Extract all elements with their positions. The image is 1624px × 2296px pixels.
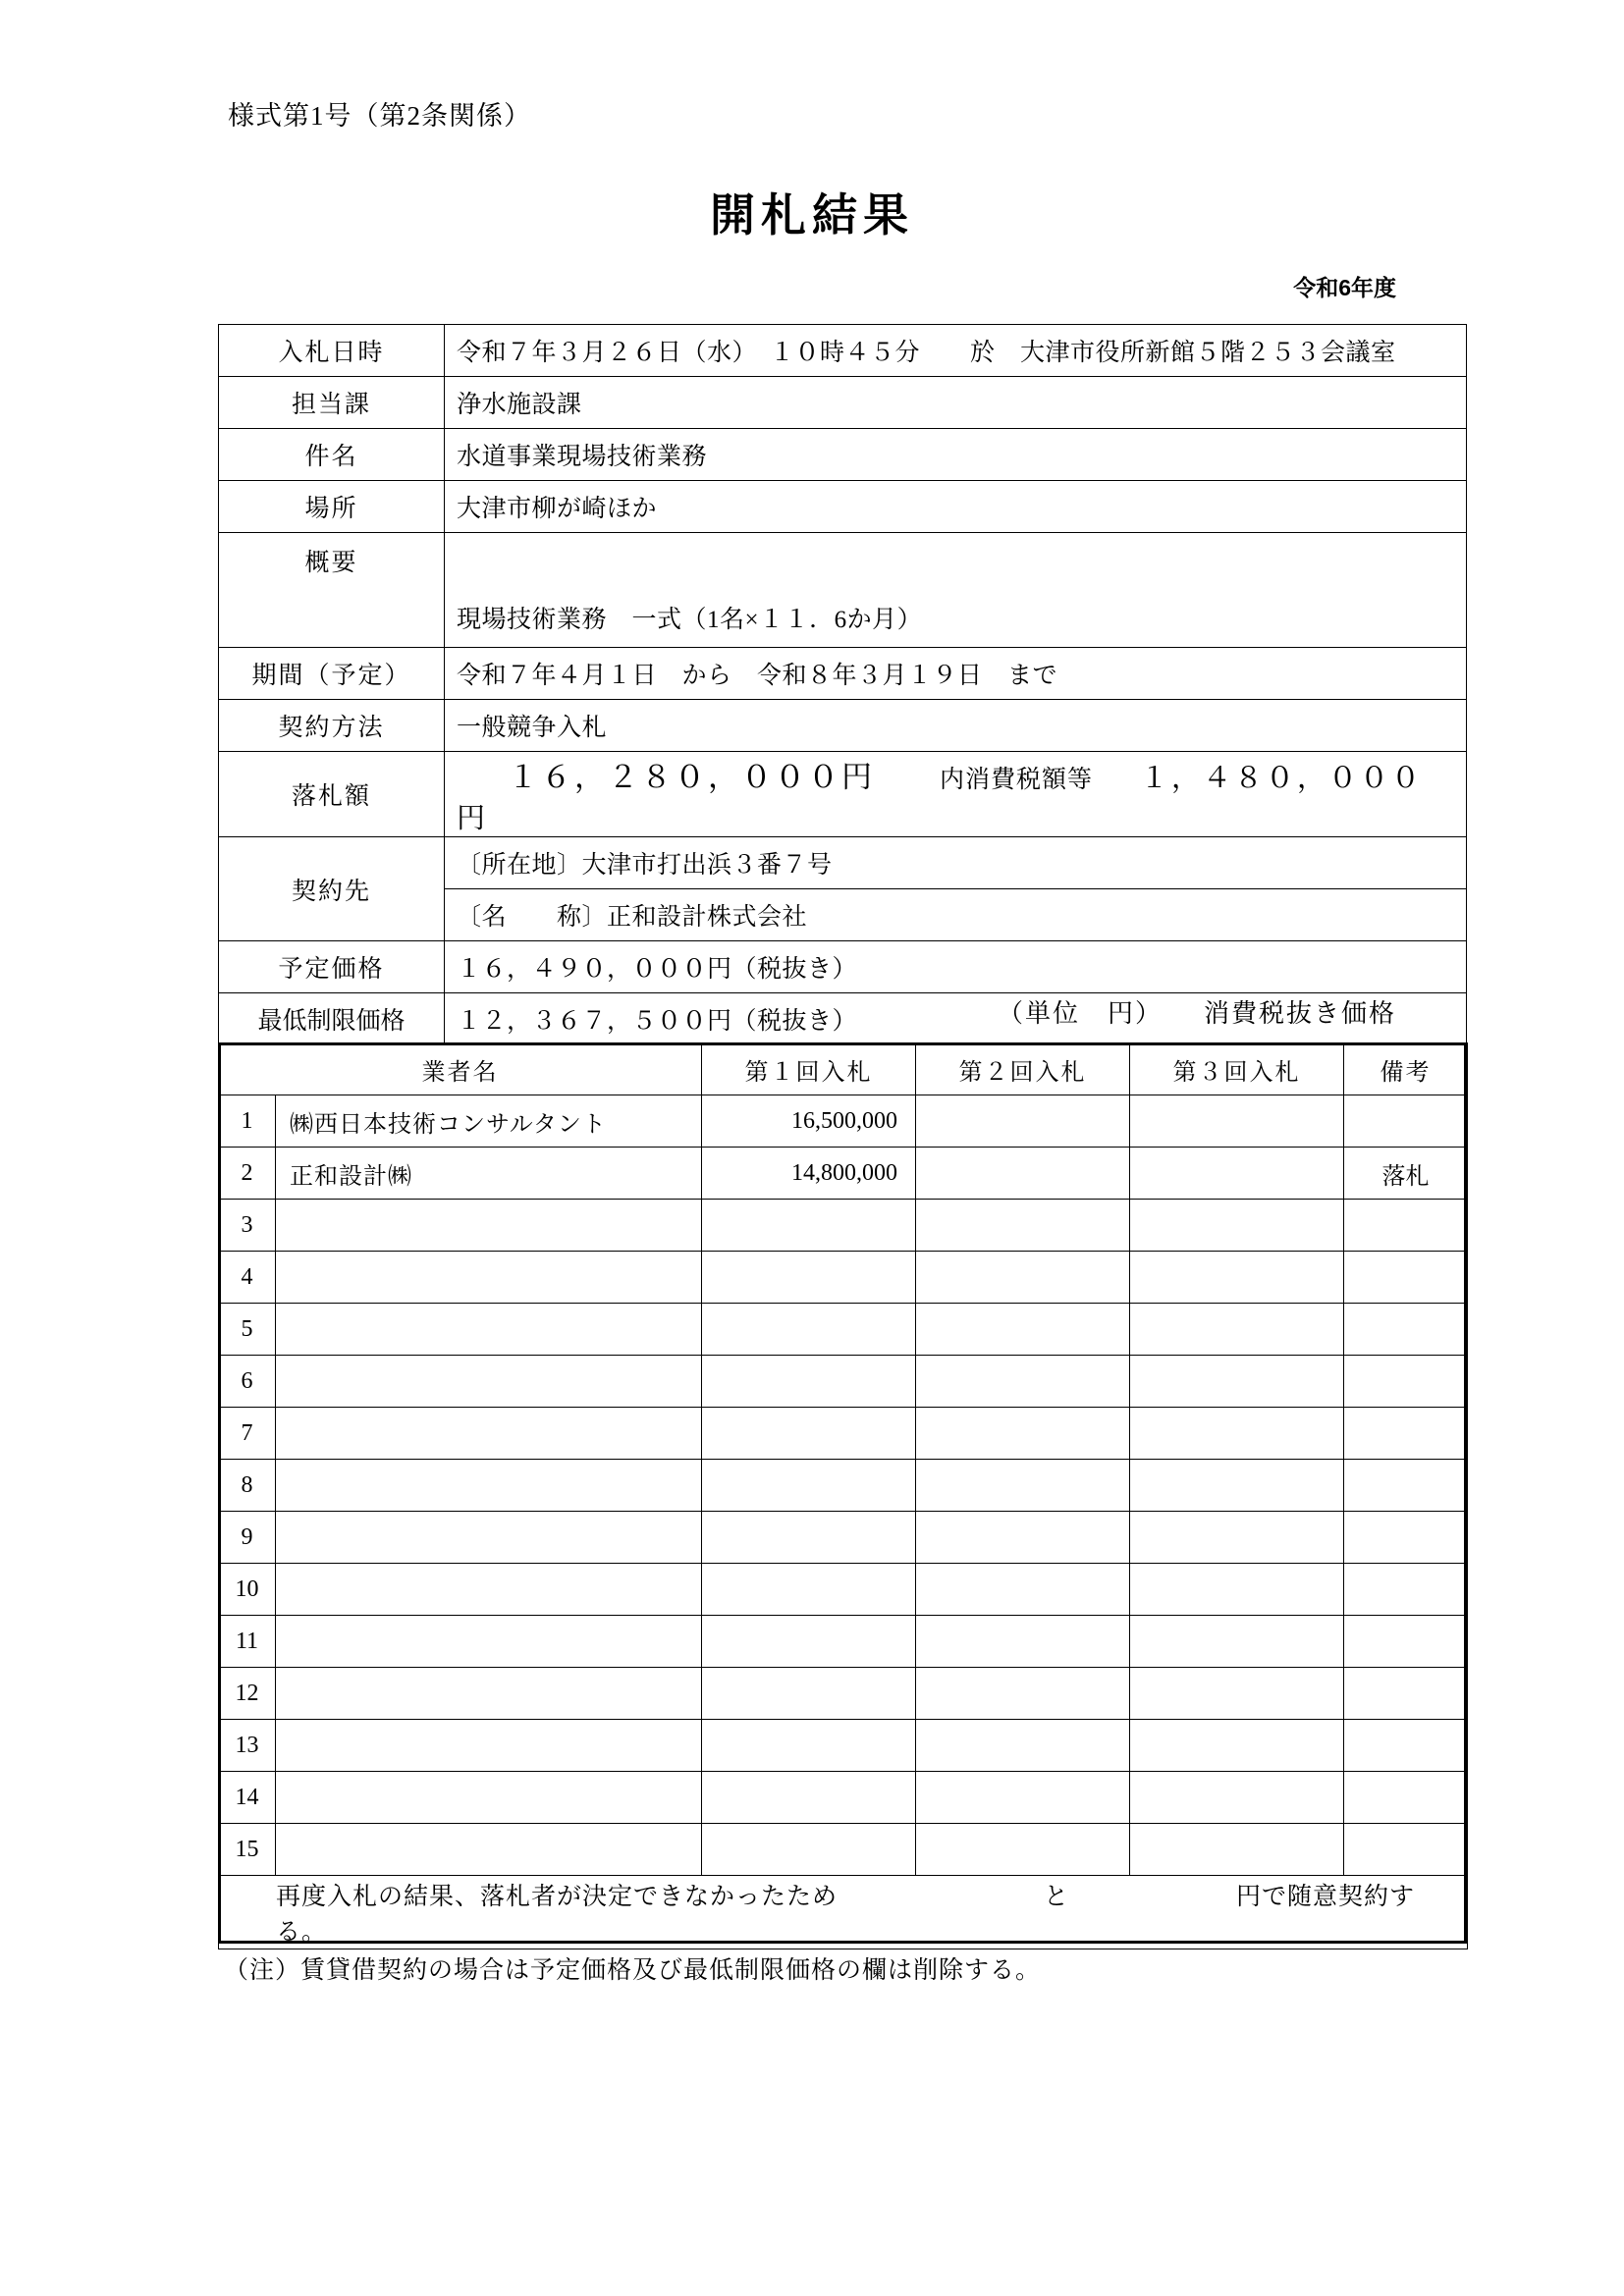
row-vendor: ㈱西日本技術コンサルタント	[276, 1095, 702, 1148]
bid-results-table	[218, 1042, 1468, 1949]
fiscal-year-label: 令和6年度	[1293, 275, 1396, 300]
row-note	[1344, 1304, 1468, 1356]
row-bid3	[1130, 1252, 1344, 1304]
row-number: 9	[219, 1512, 276, 1564]
row-bid3	[1130, 1200, 1344, 1252]
table-row	[219, 1252, 1468, 1304]
award-amount-value: １６，２８０，０００円	[508, 760, 875, 794]
row-bid1	[702, 1200, 916, 1252]
table-row	[219, 1668, 1468, 1720]
row-number: 1	[219, 1095, 276, 1148]
row-number: 7	[219, 1408, 276, 1460]
contractor-address-label: 〔所在地〕	[457, 852, 582, 879]
row-vendor	[276, 1252, 702, 1304]
info-value-contractor-address	[445, 837, 1467, 889]
negotiated-contract-statement	[219, 1876, 1468, 1949]
row-note	[1344, 1616, 1468, 1668]
table-row	[219, 1356, 1468, 1408]
info-row-award-amount	[219, 752, 1467, 837]
row-note	[1344, 1356, 1468, 1408]
row-bid2	[916, 1148, 1130, 1200]
row-bid3	[1130, 1408, 1344, 1460]
row-bid1	[702, 1252, 916, 1304]
row-number: 13	[219, 1720, 276, 1772]
table-row	[219, 1564, 1468, 1616]
info-label-project-name: 件名	[219, 429, 445, 481]
unit-label: （単位 円）	[997, 999, 1163, 1028]
bid-col-round3: 第３回入札	[1130, 1043, 1344, 1095]
row-bid1	[702, 1720, 916, 1772]
row-vendor	[276, 1356, 702, 1408]
row-vendor	[276, 1408, 702, 1460]
info-label-award-amount: 落札額	[219, 752, 445, 837]
row-number: 5	[219, 1304, 276, 1356]
info-label-contractor: 契約先	[219, 837, 445, 941]
row-bid3	[1130, 1564, 1344, 1616]
row-note	[1344, 1824, 1468, 1876]
table-row	[219, 1772, 1468, 1824]
contractor-name-value: 正和設計株式会社	[607, 904, 808, 931]
row-bid2	[916, 1564, 1130, 1616]
row-bid2	[916, 1304, 1130, 1356]
row-number: 12	[219, 1668, 276, 1720]
statement-tail: 円で随意契約する。	[276, 1884, 1416, 1946]
row-bid3	[1130, 1148, 1344, 1200]
row-bid1	[702, 1564, 916, 1616]
row-bid2	[916, 1512, 1130, 1564]
row-bid3	[1130, 1616, 1344, 1668]
info-row-contractor-address	[219, 837, 1467, 889]
row-note	[1344, 1720, 1468, 1772]
row-vendor	[276, 1460, 702, 1512]
award-tax-label: 内消費税額等	[940, 767, 1094, 793]
table-row	[219, 1304, 1468, 1356]
row-vendor	[276, 1668, 702, 1720]
row-bid1	[702, 1408, 916, 1460]
info-row-period	[219, 648, 1467, 700]
info-row-planned-price	[219, 941, 1467, 993]
contractor-address-value: 大津市打出浜３番７号	[581, 852, 833, 879]
info-value-award-amount	[445, 752, 1467, 837]
bid-col-round2: 第２回入札	[916, 1043, 1130, 1095]
row-bid3	[1130, 1304, 1344, 1356]
info-label-period: 期間（予定）	[219, 648, 445, 700]
row-bid1: 14,800,000	[702, 1148, 916, 1200]
info-row-location	[219, 481, 1467, 533]
bid-col-vendor: 業者名	[219, 1043, 702, 1095]
row-bid1	[702, 1512, 916, 1564]
bid-table-footer-row	[219, 1876, 1468, 1949]
row-bid3	[1130, 1772, 1344, 1824]
row-vendor	[276, 1824, 702, 1876]
info-value-period: 令和７年４月１日 から 令和８年３月１９日 まで	[445, 648, 1467, 700]
row-vendor	[276, 1720, 702, 1772]
info-label-bid-datetime: 入札日時	[219, 325, 445, 377]
table-row	[219, 1095, 1468, 1148]
info-value-location: 大津市柳が崎ほか	[445, 481, 1467, 533]
row-bid1	[702, 1668, 916, 1720]
row-bid2	[916, 1720, 1130, 1772]
info-value-project-name: 水道事業現場技術業務	[445, 429, 1467, 481]
info-label-department: 担当課	[219, 377, 445, 429]
row-number: 2	[219, 1148, 276, 1200]
footnote: （注）賃貸借契約の場合は予定価格及び最低制限価格の欄は削除する。	[224, 1957, 1042, 1984]
unit-note	[998, 993, 1396, 1030]
bid-col-round1: 第１回入札	[702, 1043, 916, 1095]
page-title: 開札結果	[710, 189, 914, 240]
row-bid1	[702, 1824, 916, 1876]
tax-exclusive-label: 消費税抜き価格	[1203, 999, 1396, 1028]
row-vendor	[276, 1512, 702, 1564]
row-bid3	[1130, 1720, 1344, 1772]
table-row	[219, 1460, 1468, 1512]
row-bid1	[702, 1356, 916, 1408]
row-vendor	[276, 1564, 702, 1616]
row-number: 6	[219, 1356, 276, 1408]
info-value-contractor-name	[445, 889, 1467, 941]
row-note: 落札	[1344, 1148, 1468, 1200]
row-number: 11	[219, 1616, 276, 1668]
row-bid2	[916, 1824, 1130, 1876]
info-value-minimum-price: １２，３６７，５００円（税抜き）	[445, 993, 1467, 1045]
row-bid2	[916, 1772, 1130, 1824]
row-number: 3	[219, 1200, 276, 1252]
info-label-planned-price: 予定価格	[219, 941, 445, 993]
info-label-location: 場所	[219, 481, 445, 533]
row-number: 8	[219, 1460, 276, 1512]
table-row	[219, 1720, 1468, 1772]
row-bid3	[1130, 1512, 1344, 1564]
row-number: 14	[219, 1772, 276, 1824]
form-number: 様式第1号（第2条関係）	[228, 101, 531, 131]
row-bid2	[916, 1356, 1130, 1408]
row-bid2	[916, 1408, 1130, 1460]
row-vendor: 正和設計㈱	[276, 1148, 702, 1200]
row-bid2	[916, 1252, 1130, 1304]
row-number: 4	[219, 1252, 276, 1304]
contractor-name-label: 〔名 称〕	[457, 904, 608, 931]
info-row-outline	[219, 533, 1467, 648]
table-row	[219, 1616, 1468, 1668]
row-bid3	[1130, 1668, 1344, 1720]
row-number: 15	[219, 1824, 276, 1876]
row-bid3	[1130, 1356, 1344, 1408]
table-row	[219, 1200, 1468, 1252]
info-label-contract-method: 契約方法	[219, 700, 445, 752]
row-bid1	[702, 1304, 916, 1356]
row-vendor	[276, 1304, 702, 1356]
row-bid2	[916, 1095, 1130, 1148]
row-note	[1344, 1668, 1468, 1720]
row-note	[1344, 1460, 1468, 1512]
row-vendor	[276, 1200, 702, 1252]
info-label-minimum-price: 最低制限価格	[219, 993, 445, 1045]
info-value-planned-price: １６，４９０，０００円（税抜き）	[445, 941, 1467, 993]
bid-col-remarks: 備考	[1344, 1043, 1468, 1095]
bid-info-table	[218, 324, 1467, 1045]
info-label-outline: 概要	[219, 533, 445, 648]
table-row	[219, 1148, 1468, 1200]
row-vendor	[276, 1616, 702, 1668]
row-bid1: 16,500,000	[702, 1095, 916, 1148]
row-bid2	[916, 1616, 1130, 1668]
row-bid3	[1130, 1095, 1344, 1148]
info-row-department	[219, 377, 1467, 429]
row-note	[1344, 1512, 1468, 1564]
bid-table-body	[219, 1095, 1468, 1949]
row-bid1	[702, 1616, 916, 1668]
info-value-outline: 現場技術業務 一式（1名×１１．6か月）	[445, 533, 1467, 648]
row-bid3	[1130, 1824, 1344, 1876]
table-row	[219, 1824, 1468, 1876]
row-number: 10	[219, 1564, 276, 1616]
statement-lead: 再度入札の結果、落札者が決定できなかったため	[276, 1884, 839, 1910]
award-tax-value: １，４８０，０００円	[457, 763, 1424, 834]
row-bid1	[702, 1772, 916, 1824]
table-row	[219, 1512, 1468, 1564]
row-note	[1344, 1408, 1468, 1460]
info-row-project-name	[219, 429, 1467, 481]
row-note	[1344, 1772, 1468, 1824]
info-row-bid-datetime	[219, 325, 1467, 377]
info-value-bid-datetime: 令和７年３月２６日（水） １０時４５分 於 大津市役所新館５階２５３会議室	[445, 325, 1467, 377]
info-value-contract-method: 一般競争入札	[445, 700, 1467, 752]
row-bid1	[702, 1460, 916, 1512]
row-note	[1344, 1200, 1468, 1252]
row-note	[1344, 1252, 1468, 1304]
bid-table-header-row	[219, 1043, 1468, 1095]
row-note	[1344, 1564, 1468, 1616]
info-value-department: 浄水施設課	[445, 377, 1467, 429]
table-row	[219, 1408, 1468, 1460]
row-bid2	[916, 1668, 1130, 1720]
row-note	[1344, 1095, 1468, 1148]
row-vendor	[276, 1772, 702, 1824]
info-row-contract-method	[219, 700, 1467, 752]
row-bid2	[916, 1200, 1130, 1252]
statement-middle: と	[1044, 1884, 1070, 1910]
row-bid2	[916, 1460, 1130, 1512]
row-bid3	[1130, 1460, 1344, 1512]
